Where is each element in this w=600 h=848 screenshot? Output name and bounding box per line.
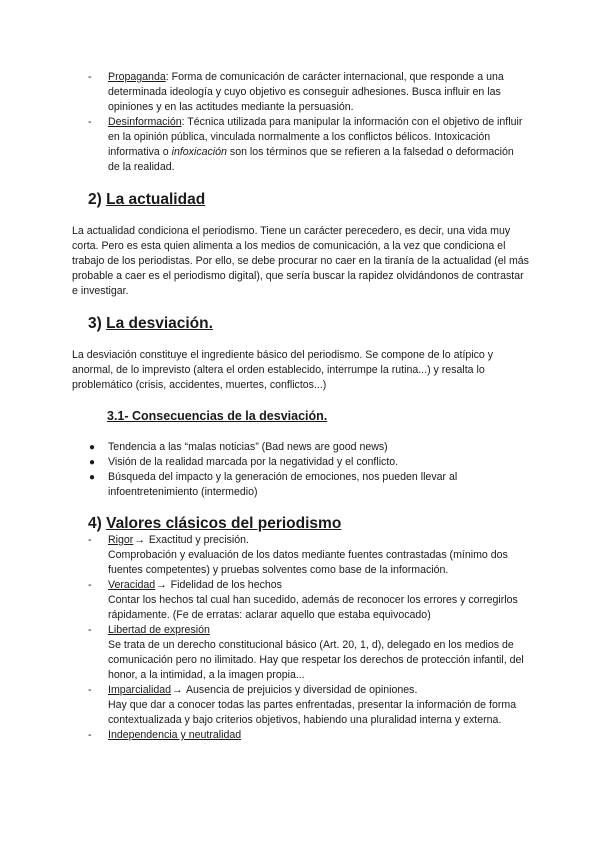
list-item-desinformacion [88, 115, 528, 175]
dash-marker: - [88, 684, 92, 696]
list-item-veracidad [88, 578, 528, 623]
list-item-rigor [88, 533, 528, 578]
section-2-title: La actualidad [106, 191, 206, 208]
veracidad-detail: Contar los hechos tal cual han sucedido, además de reconocer los errores y corregirlos rápidamente. (Fe de erratas: aclarar aquello que estaba equivocado) [108, 594, 518, 621]
section-3-number: 3) [88, 315, 102, 332]
section-4-number: 4) [88, 515, 102, 532]
definition-desinformacion-end: son los términos que se refieren a la falsedad o deformación de la realidad. [108, 146, 514, 173]
dash-marker: - [88, 624, 92, 636]
term-libertad-expresion: Libertad de expresión [108, 624, 210, 636]
heading-section-3 [88, 314, 213, 334]
consequences-list [88, 440, 528, 500]
term-propaganda: Propaganda [108, 71, 166, 83]
rigor-detail: Comprobación y evaluación de los datos mediante fuentes contrastadas (mínimo dos fuentes competentes) y pruebas solventes como base de la información. [108, 549, 508, 576]
list-item [88, 440, 528, 455]
bullet-icon: ● [89, 472, 96, 483]
bullet-text: Visión de la realidad marcada por la negatividad y el conflicto. [108, 456, 399, 468]
section-4-title: Valores clásicos del periodismo [106, 515, 342, 532]
list-item-libertad-expresion [88, 623, 528, 683]
list-item-independencia [88, 728, 528, 743]
arrow-icon: → [172, 684, 183, 696]
definition-propaganda: : Forma de comunicación de carácter internacional, que responde a una determinada ideología y cuyo objetivo es conseguir adhesiones. Busca influir en las opiniones y en las actitudes mediante la persuasión. [108, 71, 504, 113]
dash-marker: - [88, 579, 92, 591]
bullet-icon: ● [89, 457, 96, 468]
definitions-list [88, 70, 528, 175]
list-item [88, 470, 528, 500]
term-desinformacion: Desinformación [108, 116, 182, 128]
bullet-text: Tendencia a las “malas noticias” (Bad news are good news) [108, 441, 388, 453]
veracidad-summary: Fidelidad de los hechos [167, 579, 282, 591]
bullet-icon: ● [89, 442, 96, 453]
dash-marker: - [88, 71, 92, 83]
arrow-icon: → [156, 579, 167, 591]
term-imparcialidad: Imparcialidad [108, 684, 172, 696]
section-3-title: La desviación. [106, 315, 213, 332]
section-3-1-title: 3.1- Consecuencias de la desviación. [107, 409, 328, 423]
rigor-summary: Exactitud y precisión. [145, 534, 249, 546]
imparcialidad-detail: Hay que dar a conocer todas las partes enfrentadas, presentar la información de forma contextualizada y bajo criterios objetivos, habiendo una pluralidad interna y externa. [108, 699, 517, 726]
section-2-body: La actualidad condiciona el periodismo. Tiene un carácter perecedero, es decir, una vida muy corta. Pero es esta quien alimenta a los medios de comunicación, a la vez que condiciona el trabajo de los periodistas. Por ello, se debe procurar no caer en la tiranía de la actualidad (el más probable a caer es el periodismo digital), que sería buscar la rapidez olvidándonos de contrastar e investigar. [72, 225, 529, 297]
imparcialidad-summary: Ausencia de prejuicios y diversidad de opiniones. [183, 684, 418, 696]
section-2-number: 2) [88, 191, 102, 208]
list-item [88, 455, 528, 470]
dash-marker: - [88, 729, 92, 741]
heading-section-4 [88, 514, 341, 534]
values-list [88, 533, 528, 743]
dash-marker: - [88, 534, 92, 546]
term-veracidad: Veracidad [108, 579, 156, 591]
bullet-text: Búsqueda del impacto y la generación de emociones, nos pueden llevar al infoentretenimiento (intermedio) [108, 471, 458, 498]
definition-desinformacion-start: : Técnica utilizada para manipular la información con el objetivo de influir en la opinión pública, vinculada normalmente a los conflictos bélicos. Intoxicación informativa o [108, 116, 523, 158]
libertad-expresion-detail: Se trata de un derecho constitucional básico (Art. 20, 1, d), delegado en los medios de comunicación pero no ilimitado. Hay que respetar los derechos de protección infantil, del honor, a la intimidad, a la imagen propia... [108, 639, 524, 681]
term-independencia-neutralidad: Independencia y neutralidad [108, 729, 242, 741]
heading-section-3-1 [107, 408, 327, 425]
dash-marker: - [88, 116, 92, 128]
arrow-icon: → [134, 534, 145, 546]
list-item-imparcialidad [88, 683, 528, 728]
section-3-body: La desviación constituye el ingrediente básico del periodismo. Se compone de lo atípico y anormal, de lo imprevisto (altera el orden establecido, interrumpe la rutina...) y resalta lo problemático (crisis, accidentes, muertes, conflictos...) [72, 349, 494, 391]
list-item-propaganda [88, 70, 528, 115]
term-infoxicacion: infoxicación [171, 146, 227, 158]
term-rigor: Rigor [108, 534, 134, 546]
heading-section-2 [88, 190, 205, 210]
